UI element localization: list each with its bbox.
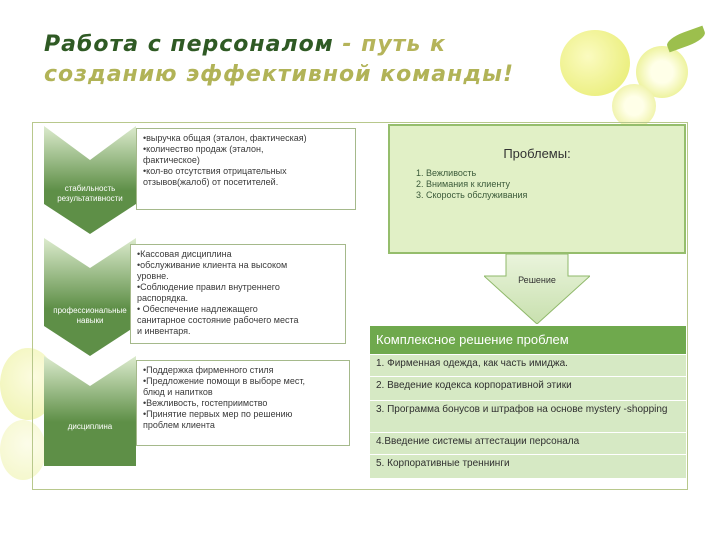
problem-item: 3. Скорость обслуживания	[426, 190, 527, 201]
list-item: •Поддержка фирменного стиля	[143, 365, 274, 375]
title-part2: - путь к	[333, 32, 446, 57]
metrics-box	[136, 128, 356, 210]
list-item: •Принятие первых мер по решению проблем клиента	[143, 409, 293, 430]
skills-box	[130, 244, 346, 344]
problems-box	[388, 124, 686, 254]
list-item: •выручка общая (эталон, фактическая)	[143, 133, 307, 143]
solution-arrow	[484, 254, 590, 324]
list-item: •количество продаж (эталон, фактическое)	[143, 144, 264, 165]
list-item: •Вежливость, гостеприимство	[143, 398, 268, 408]
chevron-label-stability: стабильность результативности	[57, 184, 123, 203]
list-item: •Кассовая дисциплина	[137, 249, 232, 259]
problem-item: 2. Внимания к клиенту	[426, 179, 527, 190]
chevron-label-skills: профессиональные навыки	[53, 306, 127, 325]
lemon-decoration	[560, 30, 630, 96]
page-title	[44, 30, 514, 90]
solution-row: 1. Фирменная одежда, как часть имиджа.	[370, 354, 686, 376]
list-item: •кол-во отсутствия отрицательных отзывов(жалоб) от посетителей.	[143, 166, 287, 187]
chevron-discipline	[44, 356, 136, 466]
list-item: • Обеспечение надлежащего санитарное состояние рабочего места и инвентаря.	[137, 304, 299, 336]
list-item: •обслуживание клиента на высоком уровне.	[137, 260, 288, 281]
problems-title: Проблемы:	[503, 146, 571, 161]
solution-row: 5. Корпоративные треннинги	[370, 454, 686, 478]
solution-row: 4.Введение системы аттестации персонала	[370, 432, 686, 454]
solution-arrow-label: Решение	[518, 275, 556, 285]
list-item: •Соблюдение правил внутреннего распорядка.	[137, 282, 280, 303]
discipline-box	[136, 360, 350, 446]
solution-row: 3. Программа бонусов и штрафов на основе mystery -shopping	[370, 400, 686, 432]
problems-list	[410, 168, 527, 201]
leaf-decoration	[665, 26, 707, 53]
title-line2: созданию эффективной команды!	[44, 62, 515, 87]
chevron-skills	[44, 238, 136, 356]
solution-row: 2. Введение кодекса корпоративной этики	[370, 376, 686, 400]
title-part1: Работа с персоналом	[44, 32, 334, 57]
problem-item: 1. Вежливость	[426, 168, 527, 179]
list-item: •Предложение помощи в выборе мест, блюд и напитков	[143, 376, 305, 397]
solution-title: Комплексное решение проблем	[370, 326, 686, 354]
chevron-label-discipline: дисциплина	[67, 422, 113, 431]
chevron-stability	[44, 126, 136, 234]
